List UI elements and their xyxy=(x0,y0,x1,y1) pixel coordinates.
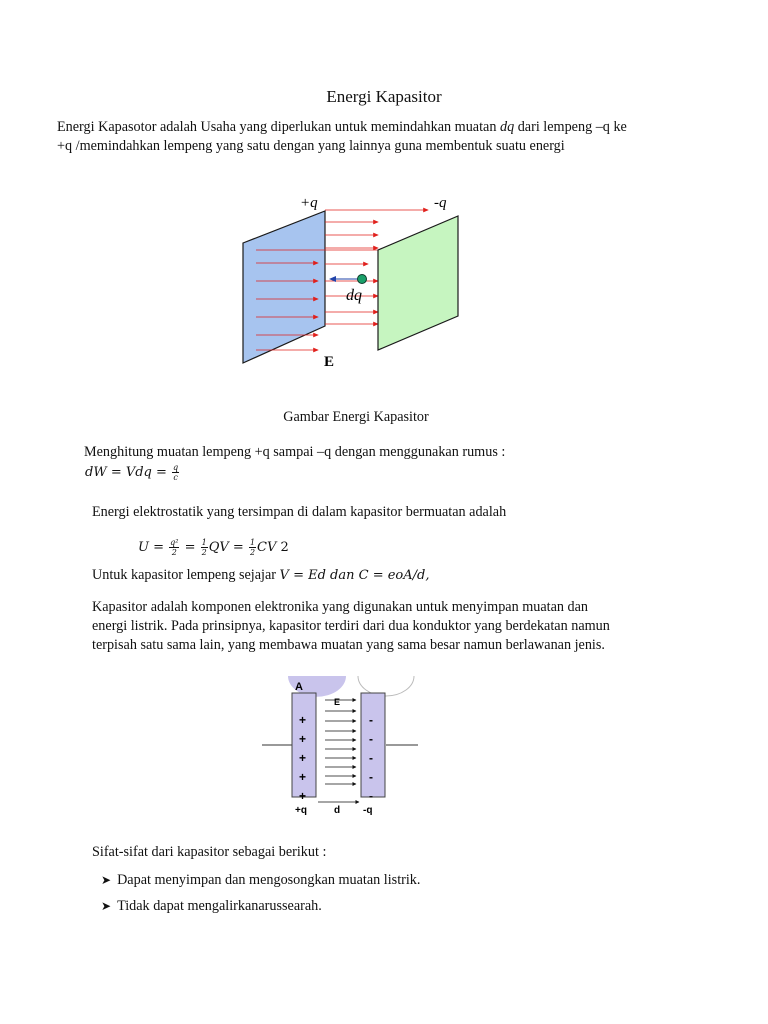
property-item: ➤ Dapat menyimpan dan mengosongkan muatan listrik. xyxy=(101,872,421,888)
plus-sign: + xyxy=(299,713,307,727)
field-arrows-2 xyxy=(325,700,356,784)
plus-sign: + xyxy=(299,751,307,765)
definition-paragraph: Kapasitor adalah komponen elektronika yang digunakan untuk menyimpan muatan dan energi listrik. Pada prinsipnya, kapasitor terdiri dari dua konduktor yang berdekatan namun terpisah satu sama lain, yang membawa muatan yang sama besar namun berlawanan jenis. xyxy=(92,599,610,653)
plus-q-label-2: +q xyxy=(295,805,307,816)
intro-line-1: Energi Kapasotor adalah Usaha yang diperlukan untuk memindahkan muatan dq dari lempeng –q ke xyxy=(57,119,627,135)
minus-sign: - xyxy=(369,713,373,727)
field-e-label: E xyxy=(324,354,335,370)
formula-energy: U = $\frac{\text{q²}}{2}$ = $\frac{1}{2}$ QV = $\frac{1}{2}$ CV 2 xyxy=(138,538,289,557)
intro-paragraph xyxy=(57,118,747,156)
plus-sign: + xyxy=(299,789,307,803)
arrow-bullet-icon: ➤ xyxy=(101,873,112,887)
property-item: ➤ Tidak dapat mengalirkanarussearah. xyxy=(101,898,322,914)
arrow-bullet-icon: ➤ xyxy=(101,899,112,913)
distance-label: d xyxy=(334,805,341,816)
dq-label: dq xyxy=(346,287,362,304)
negative-plate xyxy=(378,216,458,350)
minus-sign: - xyxy=(369,732,373,746)
page-title: Energi Kapasitor xyxy=(326,87,442,106)
fraction-q-over-c: $\frac{q}{c}$ xyxy=(173,463,179,482)
plus-q-label: +q xyxy=(300,195,318,211)
positive-plate xyxy=(243,211,325,363)
energy-text: Energi elektrostatik yang tersimpan di dalam kapasitor bermuatan adalah xyxy=(92,504,507,520)
properties-title: Sifat-sifat dari kapasitor sebagai berikut : xyxy=(92,844,327,860)
minus-q-label: -q xyxy=(434,195,447,211)
minus-sign: - xyxy=(369,751,373,765)
plus-sign: + xyxy=(299,770,307,784)
formula-dw: dW = Vdq = $\frac{q}{c}$ xyxy=(85,463,179,482)
plus-sign: + xyxy=(299,732,307,746)
figure-caption: Gambar Energi Kapasitor xyxy=(283,409,429,425)
area-label: A xyxy=(295,681,303,693)
field-label-2: E xyxy=(334,697,341,707)
capacitor-energy-figure xyxy=(238,188,474,378)
dq-term: dq xyxy=(499,119,515,135)
negative-plate-2 xyxy=(361,693,385,797)
intro-line-2: +q /memindahkan lempeng yang satu dengan yang lainnya guna membentuk suatu energi xyxy=(57,138,565,154)
parallel-plate-text: Untuk kapasitor lempeng sejajar V = Ed dan C = eoA/d, xyxy=(92,567,430,583)
calc-text: Menghitung muatan lempeng +q sampai –q dengan menggunakan rumus : xyxy=(84,444,506,460)
minus-q-label-2: -q xyxy=(363,805,373,816)
minus-sign: - xyxy=(369,789,373,803)
capacitor-schematic-figure xyxy=(262,676,420,816)
formula-parallel: V = Ed dan C = eoA/d, xyxy=(279,568,430,583)
minus-sign: - xyxy=(369,770,373,784)
dq-charge xyxy=(358,275,367,284)
